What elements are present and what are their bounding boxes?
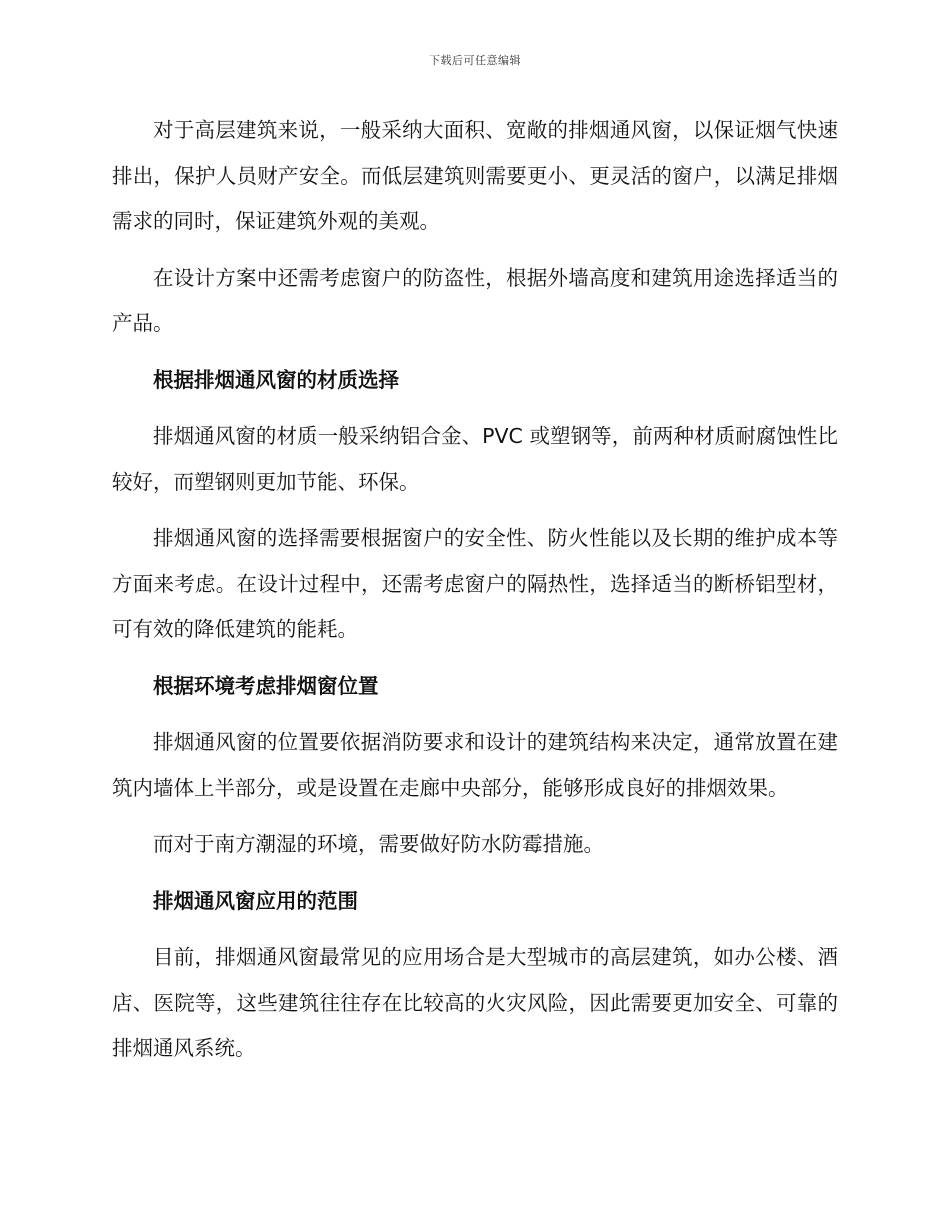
paragraph-position: 排烟通风窗的位置要依据消防要求和设计的建筑结构来决定，通常放置在建筑内墙体上半部分，或是设置在走廊中央部分，能够形成良好的排烟效果。: [112, 730, 838, 800]
paragraph-materials: 排烟通风窗的材质一般采纳铝合金、PVC 或塑钢等，前两种材质耐腐蚀性比较好，而塑钢则更加节能、环保。: [112, 424, 838, 494]
page-header: 下载后可任意编辑: [429, 54, 521, 67]
section-heading-position: 根据环境考虑排烟窗位置: [153, 673, 379, 698]
section-heading-applications: 排烟通风窗应用的范围: [153, 888, 358, 913]
paragraph-applications: 目前，排烟通风窗最常见的应用场合是大型城市的高层建筑，如办公楼、酒店、医院等，这些建筑往往存在比较高的火灾风险，因此需要更加安全、可靠的排烟通风系统。: [112, 945, 838, 1060]
document-body: [112, 108, 838, 1083]
paragraph-selection-factors: 排烟通风窗的选择需要根据窗户的安全性、防火性能以及长期的维护成本等方面来考虑。在设计过程中，还需考虑窗户的隔热性，选择适当的断桥铝型材，可有效的降低建筑的能耗。: [112, 526, 838, 641]
section-heading-material: 根据排烟通风窗的材质选择: [153, 367, 399, 392]
paragraph-high-rise-windows: 对于高层建筑来说，一般采纳大面积、宽敞的排烟通风窗，以保证烟气快速排出，保护人员财产安全。而低层建筑则需要更小、更灵活的窗户，以满足排烟需求的同时，保证建筑外观的美观。: [112, 118, 838, 233]
paragraph-humid-environment: 而对于南方潮湿的环境，需要做好防水防霉措施。: [153, 832, 604, 856]
paragraph-anti-theft: 在设计方案中还需考虑窗户的防盗性，根据外墙高度和建筑用途选择适当的产品。: [112, 265, 838, 335]
